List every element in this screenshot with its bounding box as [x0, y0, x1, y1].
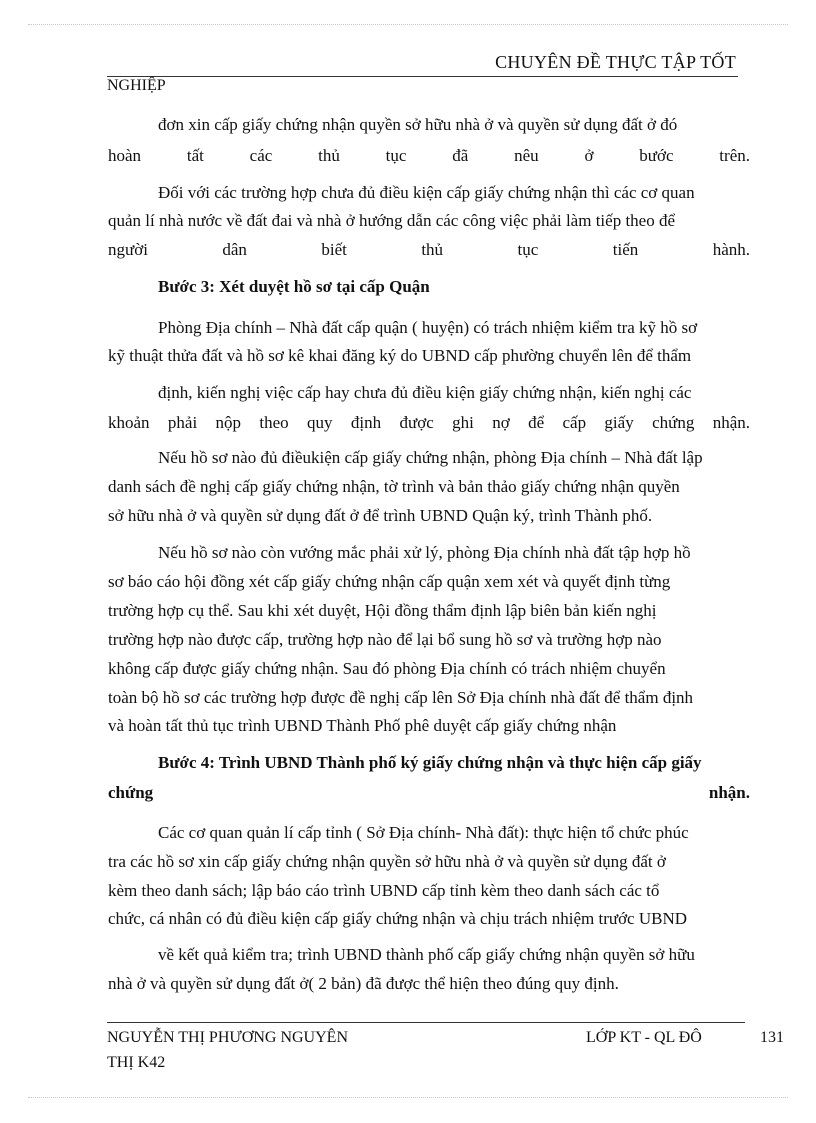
- footer-author: NGUYỄN THỊ PHƯƠNG NGUYÊN: [107, 1029, 348, 1046]
- footer-divider: [107, 1022, 745, 1023]
- body-line: về kết quả kiểm tra; trình UBND thành phố cấp giấy chứng nhận quyền sở hữu: [158, 945, 695, 964]
- page-number: 131: [760, 1029, 784, 1046]
- body-line: Đối với các trường hợp chưa đủ điều kiện cấp giấy chứng nhận thì các cơ quan: [158, 183, 695, 202]
- page-bottom-border: [28, 1097, 788, 1098]
- header-divider: [107, 76, 738, 77]
- body-line: tra các hồ sơ xin cấp giấy chứng nhận quyền sở hữu nhà ở và quyền sử dụng đất ở: [108, 852, 666, 871]
- header-title: CHUYÊN ĐỀ THỰC TẬP TỐT: [495, 52, 736, 72]
- body-line: toàn bộ hồ sơ các trường hợp được đề nghị cấp lên Sở Địa chính nhà đất để thẩm định: [108, 688, 694, 707]
- section-heading-step-3: Bước 3: Xét duyệt hồ sơ tại cấp Quận: [158, 277, 430, 296]
- body-line: nhà ở và quyền sử dụng đất ở( 2 bản) đã được thể hiện theo đúng quy định.: [108, 974, 619, 993]
- body-line: quản lí nhà nước về đất đai và nhà ở hướng dẫn các công việc phải làm tiếp theo để: [108, 211, 676, 230]
- body-line: sở hữu nhà ở và quyền sử dụng đất ở để trình UBND Quận ký, trình Thành phố.: [108, 506, 653, 525]
- body-line: người dân biết thủ tục tiến hành.: [108, 240, 750, 259]
- body-line: khoản phải nộp theo quy định được ghi nợ để cấp giấy chứng nhận.: [108, 413, 750, 432]
- body-line: kèm theo danh sách; lập báo cáo trình UBND cấp tỉnh kèm theo danh sách các tổ: [108, 881, 660, 900]
- header-title-continued: NGHIỆP: [107, 77, 166, 94]
- body-line: định, kiến nghị việc cấp hay chưa đủ điều kiện giấy chứng nhận, kiến nghị các: [158, 383, 692, 402]
- section-heading-step-4-cont: chứng nhận.: [108, 783, 750, 802]
- body-line: trường hợp nào được cấp, trường hợp nào để lại bổ sung hồ sơ và trường hợp nào: [108, 630, 662, 649]
- body-line: chức, cá nhân có đủ điều kiện cấp giấy chứng nhận và chịu trách nhiệm trước UBND: [108, 909, 688, 928]
- body-line: sơ báo cáo hội đồng xét cấp giấy chứng nhận cấp quận xem xét và quyết định từng: [108, 572, 671, 591]
- body-line: không cấp được giấy chứng nhận. Sau đó phòng Địa chính có trách nhiệm chuyển: [108, 659, 666, 678]
- body-line: Phòng Địa chính – Nhà đất cấp quận ( huyện) có trách nhiệm kiểm tra kỹ hồ sơ: [158, 318, 698, 337]
- body-line: Các cơ quan quản lí cấp tỉnh ( Sở Địa chính- Nhà đất): thực hiện tổ chức phúc: [158, 823, 689, 842]
- body-line: hoàn tất các thủ tục đã nêu ở bước trên.: [108, 146, 750, 165]
- body-line: Nếu hồ sơ nào đủ điềukiện cấp giấy chứng nhận, phòng Địa chính – Nhà đất lập: [158, 448, 703, 467]
- body-line: trường hợp cụ thể. Sau khi xét duyệt, Hội đồng thẩm định lập biên bản kiến nghị: [108, 601, 657, 620]
- body-line: và hoàn tất thủ tục trình UBND Thành Phố phê duyệt cấp giấy chứng nhận: [108, 716, 617, 735]
- body-line: danh sách đề nghị cấp giấy chứng nhận, tờ trình và bản thảo giấy chứng nhận quyền: [108, 477, 680, 496]
- body-line: đơn xin cấp giấy chứng nhận quyền sở hữu nhà ở và quyền sử dụng đất ở đó: [158, 115, 678, 134]
- section-heading-step-4: Bước 4: Trình UBND Thành phố ký giấy chứng nhận và thực hiện cấp giấy: [158, 753, 702, 772]
- footer-author-continued: THỊ K42: [107, 1054, 166, 1071]
- body-line: Nếu hồ sơ nào còn vướng mắc phải xử lý, phòng Địa chính nhà đất tập hợp hồ: [158, 543, 691, 562]
- page-top-border: [28, 24, 788, 25]
- footer-class: LỚP KT - QL ĐÔ: [586, 1029, 702, 1046]
- body-line: kỹ thuật thửa đất và hồ sơ kê khai đăng ký do UBND cấp phường chuyển lên để thẩm: [108, 346, 692, 365]
